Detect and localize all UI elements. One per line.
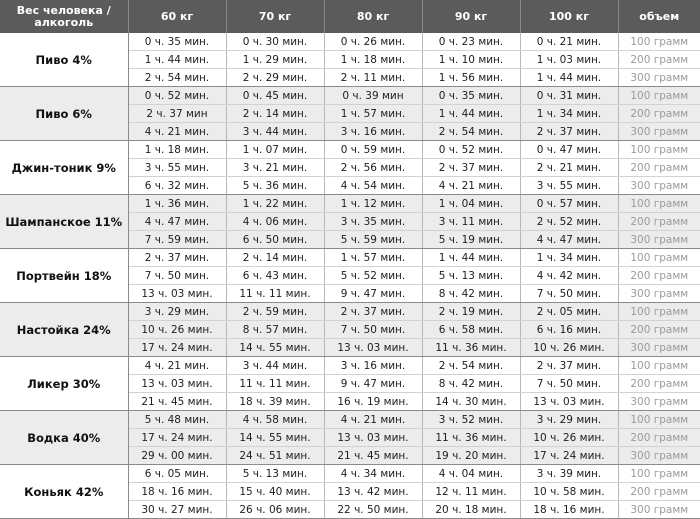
time-cell: 20 ч. 18 мин. bbox=[422, 501, 520, 519]
time-cell: 1 ч. 56 мин. bbox=[422, 69, 520, 87]
drink-name: Коньяк 42% bbox=[0, 465, 128, 519]
time-cell: 3 ч. 39 мин. bbox=[520, 465, 618, 483]
time-cell: 4 ч. 34 мин. bbox=[324, 465, 422, 483]
time-cell: 2 ч. 14 мин. bbox=[226, 249, 324, 267]
time-cell: 0 ч. 39 мин bbox=[324, 87, 422, 105]
drink-name: Пиво 4% bbox=[0, 33, 128, 87]
time-cell: 8 ч. 42 мин. bbox=[422, 285, 520, 303]
volume-cell: 200 грамм bbox=[618, 159, 700, 177]
time-cell: 24 ч. 51 мин. bbox=[226, 447, 324, 465]
time-cell: 1 ч. 22 мин. bbox=[226, 195, 324, 213]
volume-cell: 300 грамм bbox=[618, 393, 700, 411]
volume-cell: 300 грамм bbox=[618, 177, 700, 195]
time-cell: 3 ч. 52 мин. bbox=[422, 411, 520, 429]
time-cell: 2 ч. 37 мин. bbox=[520, 123, 618, 141]
volume-cell: 100 грамм bbox=[618, 411, 700, 429]
time-cell: 9 ч. 47 мин. bbox=[324, 285, 422, 303]
time-cell: 2 ч. 54 мин. bbox=[422, 123, 520, 141]
time-cell: 2 ч. 54 мин. bbox=[128, 69, 226, 87]
time-cell: 29 ч. 00 мин. bbox=[128, 447, 226, 465]
time-cell: 0 ч. 31 мин. bbox=[520, 87, 618, 105]
time-cell: 4 ч. 21 мин. bbox=[324, 411, 422, 429]
time-cell: 19 ч. 20 мин. bbox=[422, 447, 520, 465]
time-cell: 0 ч. 59 мин. bbox=[324, 141, 422, 159]
time-cell: 1 ч. 44 мин. bbox=[422, 105, 520, 123]
header-volume: объем bbox=[618, 0, 700, 33]
header-weight-80: 80 кг bbox=[324, 0, 422, 33]
time-cell: 7 ч. 50 мин. bbox=[128, 267, 226, 285]
volume-cell: 300 грамм bbox=[618, 339, 700, 357]
time-cell: 1 ч. 07 мин. bbox=[226, 141, 324, 159]
time-cell: 16 ч. 19 мин. bbox=[324, 393, 422, 411]
volume-cell: 100 грамм bbox=[618, 141, 700, 159]
time-cell: 15 ч. 40 мин. bbox=[226, 483, 324, 501]
time-cell: 4 ч. 54 мин. bbox=[324, 177, 422, 195]
table-row bbox=[0, 33, 700, 51]
time-cell: 4 ч. 47 мин. bbox=[520, 231, 618, 249]
table-row bbox=[0, 195, 700, 213]
time-cell: 9 ч. 47 мин. bbox=[324, 375, 422, 393]
time-cell: 13 ч. 03 мин. bbox=[128, 285, 226, 303]
volume-cell: 200 грамм bbox=[618, 213, 700, 231]
time-cell: 21 ч. 45 мин. bbox=[128, 393, 226, 411]
volume-cell: 300 грамм bbox=[618, 501, 700, 519]
table-row bbox=[0, 411, 700, 429]
time-cell: 10 ч. 26 мин. bbox=[520, 429, 618, 447]
time-cell: 5 ч. 36 мин. bbox=[226, 177, 324, 195]
time-cell: 4 ч. 58 мин. bbox=[226, 411, 324, 429]
time-cell: 1 ч. 44 мин. bbox=[520, 69, 618, 87]
time-cell: 4 ч. 47 мин. bbox=[128, 213, 226, 231]
drink-name: Шампанское 11% bbox=[0, 195, 128, 249]
time-cell: 14 ч. 30 мин. bbox=[422, 393, 520, 411]
time-cell: 4 ч. 04 мин. bbox=[422, 465, 520, 483]
time-cell: 3 ч. 29 мин. bbox=[128, 303, 226, 321]
drink-name: Водка 40% bbox=[0, 411, 128, 465]
time-cell: 2 ч. 05 мин. bbox=[520, 303, 618, 321]
time-cell: 2 ч. 19 мин. bbox=[422, 303, 520, 321]
volume-cell: 100 грамм bbox=[618, 465, 700, 483]
time-cell: 11 ч. 36 мин. bbox=[422, 339, 520, 357]
time-cell: 18 ч. 16 мин. bbox=[520, 501, 618, 519]
time-cell: 2 ч. 37 мин. bbox=[324, 303, 422, 321]
time-cell: 13 ч. 03 мин. bbox=[324, 429, 422, 447]
time-cell: 2 ч. 21 мин. bbox=[520, 159, 618, 177]
time-cell: 1 ч. 36 мин. bbox=[128, 195, 226, 213]
volume-cell: 100 грамм bbox=[618, 303, 700, 321]
table-row bbox=[0, 303, 700, 321]
time-cell: 10 ч. 58 мин. bbox=[520, 483, 618, 501]
time-cell: 3 ч. 29 мин. bbox=[520, 411, 618, 429]
time-cell: 4 ч. 21 мин. bbox=[128, 357, 226, 375]
time-cell: 0 ч. 21 мин. bbox=[520, 33, 618, 51]
time-cell: 5 ч. 52 мин. bbox=[324, 267, 422, 285]
table-row bbox=[0, 249, 700, 267]
drink-name: Ликер 30% bbox=[0, 357, 128, 411]
time-cell: 0 ч. 30 мин. bbox=[226, 33, 324, 51]
time-cell: 10 ч. 26 мин. bbox=[520, 339, 618, 357]
time-cell: 18 ч. 39 мин. bbox=[226, 393, 324, 411]
time-cell: 2 ч. 37 мин bbox=[128, 105, 226, 123]
time-cell: 5 ч. 48 мин. bbox=[128, 411, 226, 429]
time-cell: 0 ч. 23 мин. bbox=[422, 33, 520, 51]
time-cell: 26 ч. 06 мин. bbox=[226, 501, 324, 519]
time-cell: 8 ч. 57 мин. bbox=[226, 321, 324, 339]
time-cell: 5 ч. 13 мин. bbox=[422, 267, 520, 285]
time-cell: 6 ч. 32 мин. bbox=[128, 177, 226, 195]
volume-cell: 200 грамм bbox=[618, 429, 700, 447]
drink-name: Пиво 6% bbox=[0, 87, 128, 141]
time-cell: 3 ч. 35 мин. bbox=[324, 213, 422, 231]
time-cell: 1 ч. 57 мин. bbox=[324, 249, 422, 267]
time-cell: 13 ч. 03 мин. bbox=[128, 375, 226, 393]
drink-name: Портвейн 18% bbox=[0, 249, 128, 303]
volume-cell: 300 грамм bbox=[618, 447, 700, 465]
time-cell: 2 ч. 37 мин. bbox=[128, 249, 226, 267]
time-cell: 6 ч. 05 мин. bbox=[128, 465, 226, 483]
time-cell: 3 ч. 44 мин. bbox=[226, 123, 324, 141]
time-cell: 6 ч. 43 мин. bbox=[226, 267, 324, 285]
time-cell: 22 ч. 50 мин. bbox=[324, 501, 422, 519]
table-row bbox=[0, 357, 700, 375]
volume-cell: 100 грамм bbox=[618, 33, 700, 51]
time-cell: 2 ч. 14 мин. bbox=[226, 105, 324, 123]
time-cell: 8 ч. 42 мин. bbox=[422, 375, 520, 393]
time-cell: 1 ч. 04 мин. bbox=[422, 195, 520, 213]
time-cell: 6 ч. 16 мин. bbox=[520, 321, 618, 339]
header-weight-alcohol: Вес человека / алкоголь bbox=[0, 0, 128, 33]
time-cell: 17 ч. 24 мин. bbox=[128, 339, 226, 357]
time-cell: 10 ч. 26 мин. bbox=[128, 321, 226, 339]
volume-cell: 300 грамм bbox=[618, 231, 700, 249]
header-weight-90: 90 кг bbox=[422, 0, 520, 33]
volume-cell: 200 грамм bbox=[618, 375, 700, 393]
time-cell: 13 ч. 03 мин. bbox=[520, 393, 618, 411]
time-cell: 0 ч. 57 мин. bbox=[520, 195, 618, 213]
time-cell: 1 ч. 34 мин. bbox=[520, 249, 618, 267]
volume-cell: 200 грамм bbox=[618, 483, 700, 501]
time-cell: 3 ч. 21 мин. bbox=[226, 159, 324, 177]
time-cell: 1 ч. 44 мин. bbox=[128, 51, 226, 69]
time-cell: 4 ч. 21 мин. bbox=[128, 123, 226, 141]
time-cell: 2 ч. 52 мин. bbox=[520, 213, 618, 231]
time-cell: 1 ч. 03 мин. bbox=[520, 51, 618, 69]
time-cell: 5 ч. 19 мин. bbox=[422, 231, 520, 249]
time-cell: 3 ч. 55 мин. bbox=[520, 177, 618, 195]
time-cell: 2 ч. 29 мин. bbox=[226, 69, 324, 87]
time-cell: 0 ч. 45 мин. bbox=[226, 87, 324, 105]
volume-cell: 100 грамм bbox=[618, 357, 700, 375]
table-row bbox=[0, 465, 700, 483]
header-weight-60: 60 кг bbox=[128, 0, 226, 33]
table-body bbox=[0, 33, 700, 519]
time-cell: 6 ч. 50 мин. bbox=[226, 231, 324, 249]
time-cell: 6 ч. 58 мин. bbox=[422, 321, 520, 339]
time-cell: 5 ч. 13 мин. bbox=[226, 465, 324, 483]
drink-name: Настойка 24% bbox=[0, 303, 128, 357]
time-cell: 11 ч. 11 мин. bbox=[226, 285, 324, 303]
time-cell: 3 ч. 44 мин. bbox=[226, 357, 324, 375]
drink-name: Джин-тоник 9% bbox=[0, 141, 128, 195]
time-cell: 3 ч. 16 мин. bbox=[324, 123, 422, 141]
time-cell: 13 ч. 03 мин. bbox=[324, 339, 422, 357]
time-cell: 13 ч. 42 мин. bbox=[324, 483, 422, 501]
volume-cell: 100 грамм bbox=[618, 87, 700, 105]
time-cell: 1 ч. 18 мин. bbox=[128, 141, 226, 159]
time-cell: 0 ч. 35 мин. bbox=[422, 87, 520, 105]
time-cell: 14 ч. 55 мин. bbox=[226, 429, 324, 447]
header-row bbox=[0, 0, 700, 33]
time-cell: 17 ч. 24 мин. bbox=[520, 447, 618, 465]
header-weight-70: 70 кг bbox=[226, 0, 324, 33]
time-cell: 1 ч. 44 мин. bbox=[422, 249, 520, 267]
time-cell: 2 ч. 11 мин. bbox=[324, 69, 422, 87]
time-cell: 3 ч. 55 мин. bbox=[128, 159, 226, 177]
time-cell: 3 ч. 16 мин. bbox=[324, 357, 422, 375]
time-cell: 17 ч. 24 мин. bbox=[128, 429, 226, 447]
time-cell: 2 ч. 37 мин. bbox=[422, 159, 520, 177]
time-cell: 4 ч. 06 мин. bbox=[226, 213, 324, 231]
time-cell: 0 ч. 52 мин. bbox=[128, 87, 226, 105]
time-cell: 0 ч. 26 мин. bbox=[324, 33, 422, 51]
time-cell: 0 ч. 35 мин. bbox=[128, 33, 226, 51]
time-cell: 7 ч. 50 мин. bbox=[520, 375, 618, 393]
volume-cell: 300 грамм bbox=[618, 69, 700, 87]
time-cell: 1 ч. 18 мин. bbox=[324, 51, 422, 69]
table-row bbox=[0, 87, 700, 105]
time-cell: 4 ч. 42 мин. bbox=[520, 267, 618, 285]
time-cell: 5 ч. 59 мин. bbox=[324, 231, 422, 249]
header-weight-100: 100 кг bbox=[520, 0, 618, 33]
volume-cell: 200 грамм bbox=[618, 267, 700, 285]
time-cell: 2 ч. 37 мин. bbox=[520, 357, 618, 375]
time-cell: 4 ч. 21 мин. bbox=[422, 177, 520, 195]
time-cell: 11 ч. 36 мин. bbox=[422, 429, 520, 447]
time-cell: 1 ч. 29 мин. bbox=[226, 51, 324, 69]
time-cell: 30 ч. 27 мин. bbox=[128, 501, 226, 519]
time-cell: 2 ч. 59 мин. bbox=[226, 303, 324, 321]
volume-cell: 300 грамм bbox=[618, 123, 700, 141]
time-cell: 3 ч. 11 мин. bbox=[422, 213, 520, 231]
time-cell: 2 ч. 56 мин. bbox=[324, 159, 422, 177]
time-cell: 2 ч. 54 мин. bbox=[422, 357, 520, 375]
time-cell: 11 ч. 11 мин. bbox=[226, 375, 324, 393]
time-cell: 7 ч. 50 мин. bbox=[324, 321, 422, 339]
table-row bbox=[0, 141, 700, 159]
time-cell: 1 ч. 10 мин. bbox=[422, 51, 520, 69]
time-cell: 7 ч. 59 мин. bbox=[128, 231, 226, 249]
time-cell: 0 ч. 52 мин. bbox=[422, 141, 520, 159]
volume-cell: 200 грамм bbox=[618, 51, 700, 69]
time-cell: 1 ч. 12 мин. bbox=[324, 195, 422, 213]
time-cell: 18 ч. 16 мин. bbox=[128, 483, 226, 501]
time-cell: 14 ч. 55 мин. bbox=[226, 339, 324, 357]
volume-cell: 300 грамм bbox=[618, 285, 700, 303]
volume-cell: 100 грамм bbox=[618, 249, 700, 267]
volume-cell: 200 грамм bbox=[618, 105, 700, 123]
time-cell: 0 ч. 47 мин. bbox=[520, 141, 618, 159]
time-cell: 7 ч. 50 мин. bbox=[520, 285, 618, 303]
time-cell: 1 ч. 57 мин. bbox=[324, 105, 422, 123]
time-cell: 12 ч. 11 мин. bbox=[422, 483, 520, 501]
volume-cell: 100 грамм bbox=[618, 195, 700, 213]
time-cell: 1 ч. 34 мин. bbox=[520, 105, 618, 123]
volume-cell: 200 грамм bbox=[618, 321, 700, 339]
time-cell: 21 ч. 45 мин. bbox=[324, 447, 422, 465]
